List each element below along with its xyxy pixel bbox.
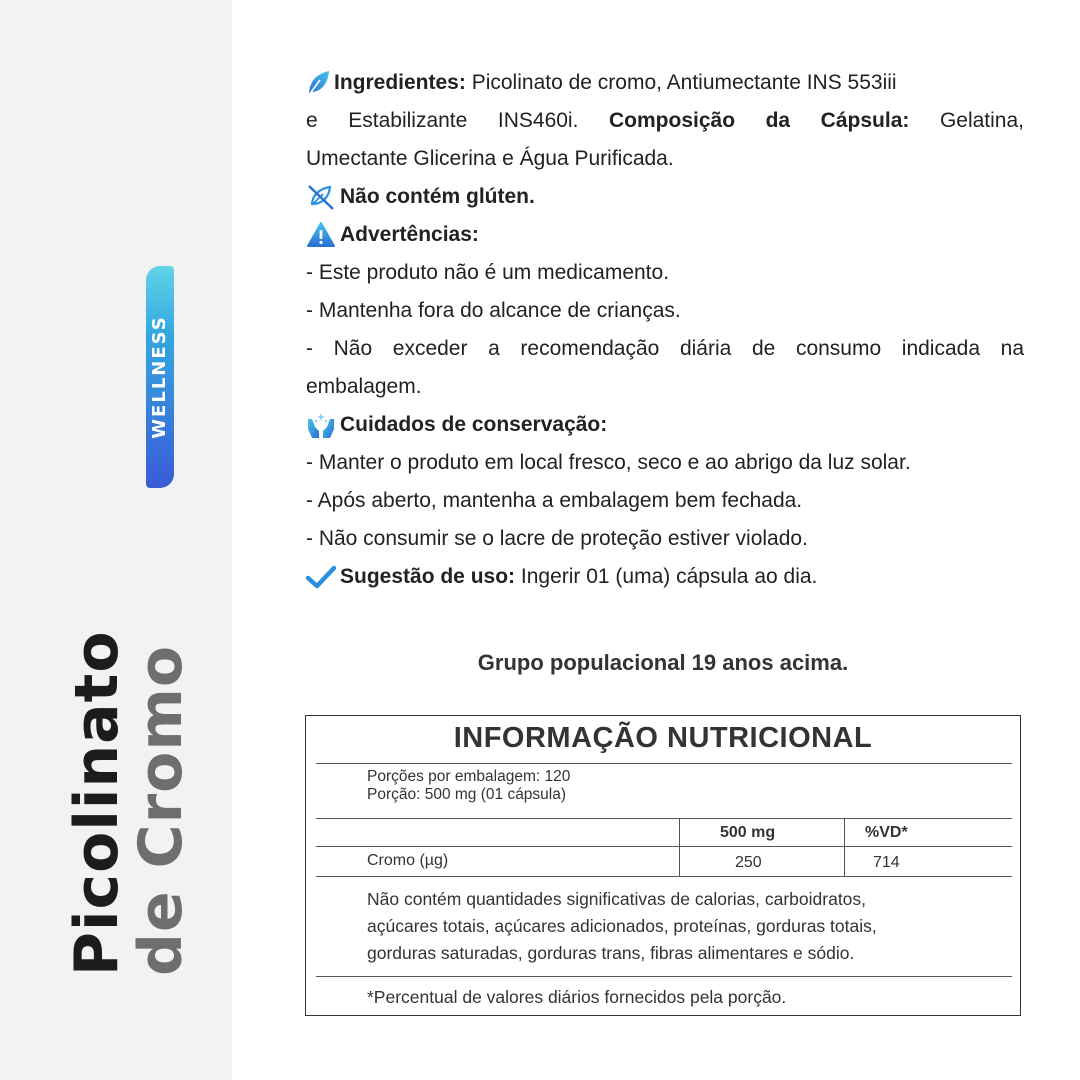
population-group: Grupo populacional 19 anos acima. — [477, 650, 849, 675]
warnings-title: Advertências: — [340, 223, 479, 246]
nutrition-footnote: *Percentual de valores diários fornecidos pela porção. — [367, 987, 787, 1007]
gluten-text: Não contém glúten. — [340, 185, 535, 208]
ingredients-label: Ingredientes: — [334, 71, 466, 94]
nutrition-note-line: Não contém quantidades significativas de calorias, carboidratos, — [367, 889, 867, 909]
nutrient-name: Cromo (µg) — [367, 852, 449, 869]
table-column-divider — [679, 818, 680, 876]
hands-care-icon — [306, 411, 336, 439]
portion-size: Porção: 500 mg (01 cápsula) — [367, 786, 567, 803]
nutrition-title: INFORMAÇÃO NUTRICIONAL — [453, 722, 873, 754]
servings-per-package: Porções por embalagem: 120 — [367, 768, 571, 785]
gluten-line — [306, 178, 1024, 216]
nutrient-amount: 250 — [735, 854, 762, 871]
product-name — [62, 630, 196, 976]
label-text — [306, 64, 1024, 596]
care-title: Cuidados de conservação: — [340, 413, 608, 436]
care-item: - Manter o produto em local fresco, seco e ao abrigo da luz solar. — [306, 451, 911, 474]
ingredients-text-2: e Estabilizante INS460i. — [306, 109, 579, 132]
warning-item: - Não exceder a recomendação diária de consumo indicada na — [306, 337, 1024, 360]
table-divider — [316, 818, 1012, 819]
product-name-line1: Picolinato — [62, 630, 132, 976]
ingredients-line2 — [306, 102, 1024, 140]
warning-item: embalagem. — [306, 375, 422, 398]
warning-item: - Este produto não é um medicamento. — [306, 261, 670, 284]
table-divider — [316, 846, 1012, 847]
checkmark-icon — [306, 565, 336, 589]
brand-vertical — [0, 0, 232, 1080]
column-header-vd: %VD* — [865, 824, 908, 841]
usage-text: Ingerir 01 (uma) cápsula ao dia. — [520, 565, 818, 588]
capsule-text: Gelatina, — [939, 109, 1025, 132]
wellness-tag: WELLNESS — [146, 266, 174, 488]
care-title-line — [306, 406, 1024, 444]
nutrition-note-line: gorduras saturadas, gorduras trans, fibras alimentares e sódio. — [367, 943, 855, 963]
warnings-title-line — [306, 216, 1024, 254]
care-item: - Após aberto, mantenha a embalagem bem fechada. — [306, 489, 803, 512]
ingredients-line1 — [306, 64, 1024, 102]
leaf-icon — [306, 70, 330, 96]
warning-item: - Mantenha fora do alcance de crianças. — [306, 299, 681, 322]
nutrition-note-line: açúcares totais, açúcares adicionados, proteínas, gorduras totais, — [367, 916, 877, 936]
usage-label: Sugestão de uso: — [340, 565, 516, 588]
ingredients-line3: Umectante Glicerina e Água Purificada. — [306, 147, 674, 170]
ingredients-text-1: Picolinato de cromo, Antiumectante INS 553iii — [471, 71, 897, 94]
column-header-amount: 500 mg — [720, 824, 776, 841]
warning-icon — [306, 221, 336, 249]
usage-line — [306, 558, 1024, 596]
product-name-line2: de Cromo — [126, 644, 196, 976]
nutrition-table — [305, 715, 1021, 1016]
capsule-label: Composição da Cápsula: — [609, 109, 910, 132]
table-divider — [316, 876, 1012, 877]
table-divider — [316, 976, 1012, 977]
table-column-divider — [844, 818, 845, 876]
table-divider — [316, 763, 1012, 764]
care-item: - Não consumir se o lacre de proteção estiver violado. — [306, 527, 808, 550]
nutrient-vd: 714 — [873, 854, 900, 871]
no-gluten-icon — [306, 183, 336, 211]
